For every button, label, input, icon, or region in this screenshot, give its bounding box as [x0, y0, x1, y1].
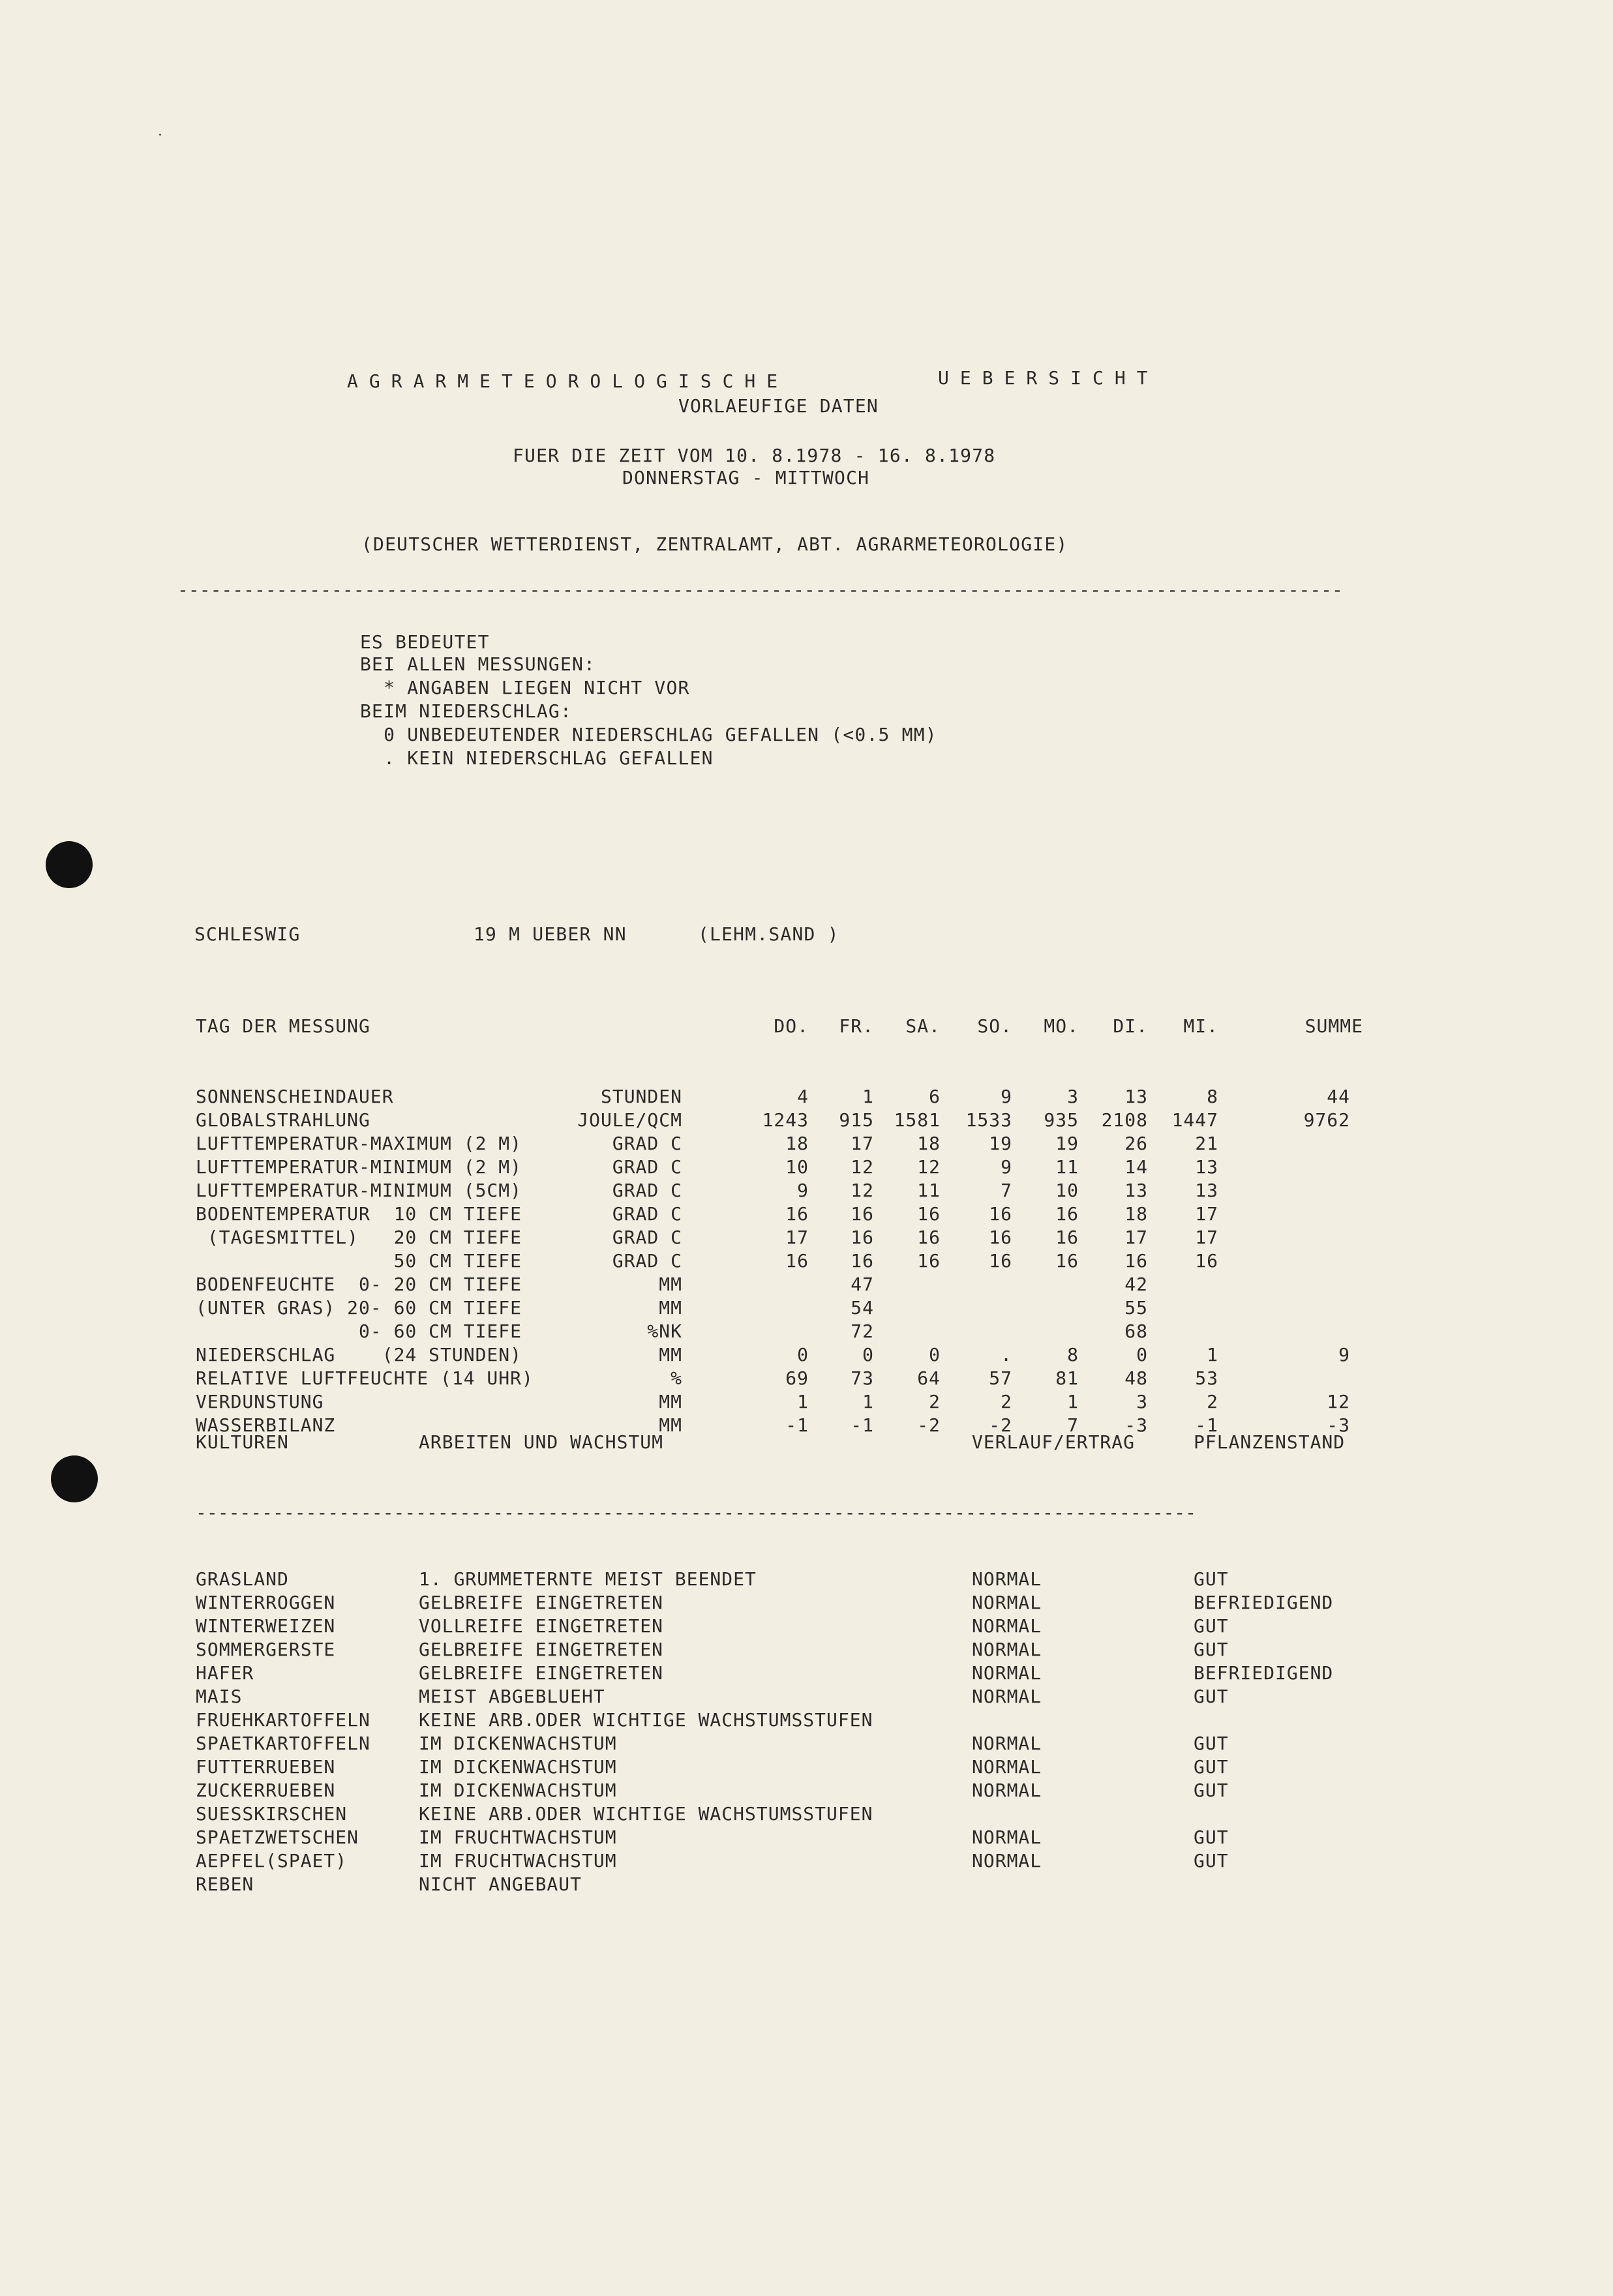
crop-work: IM FRUCHTWACHSTUM — [419, 1826, 617, 1848]
measurement-value: 13 — [1124, 1180, 1148, 1201]
crop-row — [0, 1568, 1613, 1591]
measurement-value: -2 — [989, 1414, 1012, 1436]
crop-row — [0, 1708, 1613, 1732]
crop-stand: BEFRIEDIGEND — [1194, 1662, 1334, 1684]
station-elevation: 19 M UEBER NN — [474, 923, 627, 945]
measurement-value: 17 — [1124, 1227, 1148, 1248]
measurement-label: VERDUNSTUNG — [196, 1391, 324, 1412]
station-soil: (LEHM.SAND ) — [698, 923, 839, 945]
measurement-label: RELATIVE LUFTFEUCHTE (14 UHR) — [196, 1367, 534, 1389]
measurement-header-row — [0, 1015, 1613, 1038]
crop-course: NORMAL — [972, 1756, 1042, 1778]
measurement-row — [0, 1296, 1613, 1320]
measurement-value: 48 — [1124, 1367, 1148, 1389]
measurement-value: 7 — [1067, 1414, 1079, 1436]
measurement-label: NIEDERSCHLAG (24 STUNDEN) — [196, 1344, 522, 1365]
crop-work: 1. GRUMMETERNTE MEIST BEENDET — [419, 1568, 757, 1590]
measurement-value: 54 — [851, 1297, 874, 1319]
crop-culture: SPAETKARTOFFELN — [196, 1733, 370, 1754]
crops-header-course: VERLAUF/ERTRAG — [972, 1431, 1136, 1453]
measurement-unit: MM — [659, 1297, 682, 1319]
measurement-value: 0 — [797, 1344, 809, 1365]
measurement-value: 0 — [862, 1344, 874, 1365]
crop-course: NORMAL — [972, 1850, 1042, 1871]
measurement-value: 1 — [1067, 1391, 1079, 1412]
measurement-value: 1533 — [965, 1109, 1012, 1131]
paper-speck — [159, 134, 161, 136]
measurement-unit: MM — [659, 1414, 682, 1436]
crop-work: MEIST ABGEBLUEHT — [419, 1686, 605, 1707]
measurement-value: 19 — [1055, 1133, 1079, 1154]
measurement-value: 64 — [917, 1367, 941, 1389]
sum-header: SUMME — [1304, 1015, 1363, 1037]
measurement-value: 915 — [839, 1109, 874, 1131]
measurement-value: 9 — [1001, 1156, 1012, 1178]
crop-row — [0, 1638, 1613, 1662]
crop-culture: REBEN — [196, 1873, 254, 1895]
crop-culture: MAIS — [196, 1686, 243, 1707]
crops-separator-row — [0, 1501, 1613, 1521]
measurement-unit: MM — [659, 1344, 682, 1365]
crops-header-work: ARBEITEN UND WACHSTUM — [419, 1431, 664, 1453]
measurement-value: 57 — [989, 1367, 1012, 1389]
measurement-sum: 12 — [1327, 1391, 1350, 1412]
measurement-sum: 44 — [1327, 1086, 1350, 1107]
measurement-value: 21 — [1195, 1133, 1218, 1154]
measurement-value: 53 — [1195, 1367, 1218, 1389]
measurement-value: 17 — [851, 1133, 874, 1154]
period-line: FUER DIE ZEIT VOM 10. 8.1978 - 16. 8.1978 — [513, 445, 996, 466]
crop-stand: GUT — [1194, 1733, 1229, 1754]
measurement-value: 8 — [1207, 1086, 1218, 1107]
measurement-unit: GRAD C — [612, 1180, 682, 1201]
measurement-value: -3 — [1124, 1414, 1148, 1436]
crops-header-row — [0, 1431, 1613, 1454]
crop-work: VOLLREIFE EINGETRETEN — [419, 1615, 664, 1637]
measurement-value: -1 — [785, 1414, 809, 1436]
measurement-row — [0, 1155, 1613, 1179]
measurement-sum: 9762 — [1303, 1109, 1350, 1131]
measurement-row — [0, 1249, 1613, 1273]
crops-separator: ------------------------------------------------------------------------------------------- — [196, 1502, 1197, 1523]
measurement-value: 6 — [929, 1086, 941, 1107]
measurement-value: 2 — [929, 1391, 941, 1412]
crop-work: IM DICKENWACHSTUM — [419, 1733, 617, 1754]
measurement-value: 1447 — [1171, 1109, 1218, 1131]
crop-stand: GUT — [1194, 1850, 1229, 1871]
measurement-unit: MM — [659, 1274, 682, 1295]
measurement-unit: % — [671, 1367, 682, 1389]
crop-course: NORMAL — [972, 1826, 1042, 1848]
measurement-value: 19 — [989, 1133, 1012, 1154]
crop-stand: GUT — [1194, 1639, 1229, 1660]
crop-work: GELBREIFE EINGETRETEN — [419, 1662, 664, 1684]
crop-row — [0, 1849, 1613, 1873]
measurement-value: 2108 — [1101, 1109, 1148, 1131]
measurement-label: (UNTER GRAS) 20- 60 CM TIEFE — [196, 1297, 522, 1319]
crop-culture: SUESSKIRSCHEN — [196, 1803, 348, 1825]
measurement-value: 16 — [1055, 1203, 1079, 1225]
measurement-row — [0, 1132, 1613, 1155]
measurement-value: 1 — [1207, 1344, 1218, 1365]
crop-work: NICHT ANGEBAUT — [419, 1873, 582, 1895]
crop-culture: FRUEHKARTOFFELN — [196, 1709, 370, 1731]
crop-row — [0, 1873, 1613, 1896]
measurement-value: 17 — [1195, 1227, 1218, 1248]
crop-stand: GUT — [1194, 1686, 1229, 1707]
crop-row — [0, 1779, 1613, 1802]
crop-culture: WINTERROGGEN — [196, 1592, 336, 1613]
measurement-value: 16 — [851, 1250, 874, 1272]
measurement-unit: STUNDEN — [600, 1086, 682, 1107]
crop-culture: SOMMERGERSTE — [196, 1639, 336, 1660]
measurement-value: 16 — [917, 1250, 941, 1272]
crop-work: GELBREIFE EINGETRETEN — [419, 1592, 664, 1613]
measurement-value: 10 — [785, 1156, 809, 1178]
day-header: DI. — [1113, 1015, 1148, 1037]
crop-work: IM DICKENWACHSTUM — [419, 1780, 617, 1801]
measurement-label: GLOBALSTRAHLUNG — [196, 1109, 370, 1131]
crop-work: GELBREIFE EINGETRETEN — [419, 1639, 664, 1660]
measurement-value: 4 — [797, 1086, 809, 1107]
source-line: (DEUTSCHER WETTERDIENST, ZENTRALAMT, ABT. AGRARMETEOROLOGIE) — [361, 533, 1068, 555]
measurement-row — [0, 1343, 1613, 1367]
measurement-value: 1 — [862, 1391, 874, 1412]
measurement-unit: JOULE/QCM — [577, 1109, 682, 1131]
measurement-value: 16 — [989, 1203, 1012, 1225]
measurement-value: 12 — [917, 1156, 941, 1178]
measurement-row — [0, 1085, 1613, 1109]
station-name: SCHLESWIG — [194, 923, 301, 945]
crop-work: IM FRUCHTWACHSTUM — [419, 1850, 617, 1871]
measurement-value: 17 — [785, 1227, 809, 1248]
measurement-value: 72 — [851, 1320, 874, 1342]
crop-course: NORMAL — [972, 1733, 1042, 1754]
crop-stand: GUT — [1194, 1780, 1229, 1801]
measurement-value: 42 — [1124, 1274, 1148, 1295]
crop-stand: GUT — [1194, 1615, 1229, 1637]
crop-stand: BEFRIEDIGEND — [1194, 1592, 1334, 1613]
measurement-label: WASSERBILANZ — [196, 1414, 336, 1436]
measurement-value: 16 — [1195, 1250, 1218, 1272]
crop-work: KEINE ARB.ODER WICHTIGE WACHSTUMSSTUFEN — [419, 1803, 873, 1825]
measurement-row — [0, 1320, 1613, 1343]
day-header: DO. — [774, 1015, 809, 1037]
crop-culture: SPAETZWETSCHEN — [196, 1826, 359, 1848]
measurement-row — [0, 1273, 1613, 1296]
measurement-label: (TAGESMITTEL) 20 CM TIEFE — [196, 1227, 522, 1248]
measurement-label: LUFTTEMPERATUR-MAXIMUM (2 M) — [196, 1133, 522, 1154]
measurement-label: SONNENSCHEINDAUER — [196, 1086, 394, 1107]
measurement-value: . — [1001, 1344, 1012, 1365]
measurement-value: 16 — [917, 1227, 941, 1248]
measurement-value: 16 — [989, 1250, 1012, 1272]
crop-work: KEINE ARB.ODER WICHTIGE WACHSTUMSSTUFEN — [419, 1709, 873, 1731]
weekday-range: DONNERSTAG - MITTWOCH — [622, 467, 870, 488]
document-subtitle: VORLAEUFIGE DATEN — [678, 395, 879, 417]
measurement-value: 18 — [785, 1133, 809, 1154]
measurement-value: 16 — [851, 1203, 874, 1225]
crop-stand: GUT — [1194, 1568, 1229, 1590]
measurement-label: LUFTTEMPERATUR-MINIMUM (2 M) — [196, 1156, 522, 1178]
measurement-value: 16 — [1055, 1227, 1079, 1248]
document-title-left: AGRARMETEOROLOGISCHE — [347, 370, 789, 392]
crop-work: IM DICKENWACHSTUM — [419, 1756, 617, 1778]
measurement-label: BODENTEMPERATUR 10 CM TIEFE — [196, 1203, 522, 1225]
crop-culture: GRASLAND — [196, 1568, 289, 1590]
measurement-label: BODENFEUCHTE 0- 20 CM TIEFE — [196, 1274, 522, 1295]
measurement-value: 16 — [917, 1203, 941, 1225]
document-title-right: UEBERSICHT — [938, 367, 1159, 389]
legend-line-3: * ANGABEN LIEGEN NICHT VOR — [360, 677, 690, 698]
measurement-value: 16 — [1055, 1250, 1079, 1272]
crops-header-culture: KULTUREN — [196, 1431, 289, 1453]
crop-row — [0, 1591, 1613, 1615]
legend-line-1: ES BEDEUTET — [360, 631, 490, 653]
crop-stand: GUT — [1194, 1826, 1229, 1848]
measurement-value: 68 — [1124, 1320, 1148, 1342]
legend-line-2: BEI ALLEN MESSUNGEN: — [360, 653, 596, 675]
measurement-value: 13 — [1195, 1156, 1218, 1178]
measurement-value: 14 — [1124, 1156, 1148, 1178]
measurement-unit: GRAD C — [612, 1156, 682, 1178]
crop-row — [0, 1755, 1613, 1779]
crop-course: NORMAL — [972, 1568, 1042, 1590]
crop-row — [0, 1662, 1613, 1685]
measurement-value: -2 — [917, 1414, 941, 1436]
measurement-value: 0 — [1136, 1344, 1148, 1365]
measurement-value: 3 — [1067, 1086, 1079, 1107]
crop-course: NORMAL — [972, 1662, 1042, 1684]
measurement-value: 9 — [1001, 1086, 1012, 1107]
measurement-value: 73 — [851, 1367, 874, 1389]
measurement-value: 1581 — [894, 1109, 941, 1131]
measurement-value: 81 — [1055, 1367, 1079, 1389]
measurement-value: 16 — [785, 1250, 809, 1272]
measurement-unit: %NK — [647, 1320, 682, 1342]
measurement-value: 16 — [851, 1227, 874, 1248]
crop-row — [0, 1826, 1613, 1849]
measurement-sum: 9 — [1338, 1344, 1350, 1365]
legend-line-5: 0 UNBEDEUTENDER NIEDERSCHLAG GEFALLEN (<0.5 MM) — [360, 724, 937, 745]
separator-top: ---------------------------------------------------------------------------------------------------------- — [177, 579, 1343, 601]
measurement-value: 17 — [1195, 1203, 1218, 1225]
crop-row — [0, 1615, 1613, 1638]
measurement-unit: GRAD C — [612, 1133, 682, 1154]
legend-line-6: . KEIN NIEDERSCHLAG GEFALLEN — [360, 747, 714, 769]
measurement-value: 11 — [1055, 1156, 1079, 1178]
crop-course: NORMAL — [972, 1639, 1042, 1660]
day-header: FR. — [839, 1015, 874, 1037]
crop-row — [0, 1685, 1613, 1708]
measurement-header-label: TAG DER MESSUNG — [196, 1015, 370, 1037]
measurement-value: 16 — [989, 1227, 1012, 1248]
measurement-value: 1243 — [762, 1109, 809, 1131]
day-header: MO. — [1044, 1015, 1079, 1037]
measurement-value: 12 — [851, 1156, 874, 1178]
measurement-label: LUFTTEMPERATUR-MINIMUM (5CM) — [196, 1180, 522, 1201]
crop-culture: FUTTERRUEBEN — [196, 1756, 336, 1778]
measurement-value: 7 — [1001, 1180, 1012, 1201]
measurement-value: 8 — [1067, 1344, 1079, 1365]
measurement-unit: GRAD C — [612, 1203, 682, 1225]
measurement-value: -1 — [851, 1414, 874, 1436]
measurement-unit: GRAD C — [612, 1250, 682, 1272]
measurement-value: 12 — [851, 1180, 874, 1201]
measurement-value: -1 — [1195, 1414, 1218, 1436]
crop-row — [0, 1802, 1613, 1826]
day-header: MI. — [1183, 1015, 1218, 1037]
measurement-value: 9 — [797, 1180, 809, 1201]
measurement-value: 47 — [851, 1274, 874, 1295]
crops-header-stand: PFLANZENSTAND — [1194, 1431, 1346, 1453]
measurement-row — [0, 1179, 1613, 1202]
measurement-value: 16 — [1124, 1250, 1148, 1272]
measurement-row — [0, 1226, 1613, 1249]
measurement-sum: -3 — [1327, 1414, 1350, 1436]
measurement-unit: MM — [659, 1391, 682, 1412]
measurement-value: 13 — [1195, 1180, 1218, 1201]
measurement-value: 935 — [1044, 1109, 1079, 1131]
crop-culture: WINTERWEIZEN — [196, 1615, 336, 1637]
measurement-value: 11 — [917, 1180, 941, 1201]
crop-course: NORMAL — [972, 1780, 1042, 1801]
crop-culture: ZUCKERRUEBEN — [196, 1780, 336, 1801]
measurement-value: 2 — [1207, 1391, 1218, 1412]
measurement-value: 1 — [862, 1086, 874, 1107]
measurement-label: 0- 60 CM TIEFE — [196, 1320, 522, 1342]
legend-line-4: BEIM NIEDERSCHLAG: — [360, 700, 573, 722]
crops-table — [0, 1384, 1613, 1920]
measurement-value: 10 — [1055, 1180, 1079, 1201]
crop-culture: HAFER — [196, 1662, 254, 1684]
measurement-value: 18 — [917, 1133, 941, 1154]
measurement-value: 2 — [1001, 1391, 1012, 1412]
measurement-value: 3 — [1136, 1391, 1148, 1412]
measurement-row — [0, 1202, 1613, 1226]
measurement-value: 26 — [1124, 1133, 1148, 1154]
day-header: SO. — [977, 1015, 1012, 1037]
measurement-label: 50 CM TIEFE — [196, 1250, 522, 1272]
measurement-value: 16 — [785, 1203, 809, 1225]
crop-course: NORMAL — [972, 1686, 1042, 1707]
crop-stand: GUT — [1194, 1756, 1229, 1778]
day-header: SA. — [905, 1015, 941, 1037]
crop-row — [0, 1732, 1613, 1755]
crop-culture: AEPFEL(SPAET) — [196, 1850, 348, 1871]
measurement-value: 0 — [929, 1344, 941, 1365]
measurement-unit: GRAD C — [612, 1227, 682, 1248]
measurement-value: 69 — [785, 1367, 809, 1389]
measurement-value: 18 — [1124, 1203, 1148, 1225]
measurement-value: 55 — [1124, 1297, 1148, 1319]
measurement-row — [0, 1109, 1613, 1132]
crop-course: NORMAL — [972, 1615, 1042, 1637]
measurement-value: 1 — [797, 1391, 809, 1412]
measurement-value: 13 — [1124, 1086, 1148, 1107]
punch-hole-upper — [46, 841, 93, 888]
crop-course: NORMAL — [972, 1592, 1042, 1613]
